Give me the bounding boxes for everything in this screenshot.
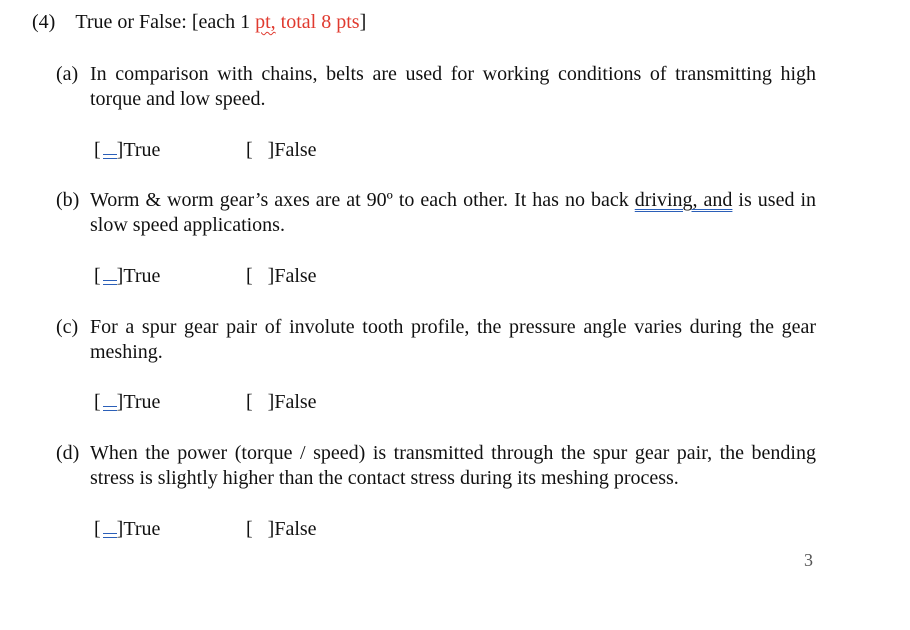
checkbox-true-marked[interactable]: [ ] — [94, 265, 124, 287]
question-text: In comparison with chains, belts are used for working conditions of transmitting high torque and low speed. — [90, 63, 816, 110]
heading-prefix: True or False: [each 1 — [75, 11, 256, 33]
option-false-label: False — [274, 265, 317, 287]
option-false[interactable] — [246, 390, 317, 414]
checkbox-false[interactable]: [ ] — [246, 265, 275, 287]
checkbox-false[interactable]: [ ] — [246, 391, 275, 413]
question-c — [56, 315, 816, 365]
question-label: (c) — [56, 316, 79, 338]
option-false[interactable] — [246, 517, 317, 541]
heading-red-text: total 8 pts — [275, 11, 360, 33]
option-false-label: False — [274, 391, 317, 413]
question-label: (b) — [56, 189, 80, 211]
question-text-underlined: driving, and — [634, 189, 733, 211]
option-false[interactable] — [246, 264, 317, 288]
question-d — [56, 441, 816, 491]
question-label: (a) — [56, 63, 79, 85]
heading-squiggle-text: pt, — [255, 11, 276, 33]
checkbox-true-marked[interactable]: [ ] — [94, 139, 124, 161]
question-b — [56, 188, 816, 238]
option-true[interactable] — [94, 390, 160, 414]
checkbox-true-marked[interactable]: [ ] — [94, 518, 124, 540]
option-true-label: True — [123, 518, 161, 540]
checkbox-true-marked[interactable]: [ ] — [94, 391, 124, 413]
question-a — [56, 62, 816, 112]
option-false-label: False — [274, 518, 317, 540]
option-false[interactable] — [246, 138, 317, 162]
option-true[interactable] — [94, 517, 160, 541]
question-text: For a spur gear pair of involute tooth profile, the pressure angle varies during the gear meshing. — [90, 316, 816, 363]
option-true[interactable] — [94, 264, 160, 288]
question-label: (d) — [56, 442, 80, 464]
question-text-after: is used in slow speed applications. — [90, 189, 817, 236]
checkbox-false[interactable]: [ ] — [246, 139, 275, 161]
option-true-label: True — [123, 265, 161, 287]
option-true[interactable] — [94, 138, 160, 162]
question-text-before: Worm & worm gear’s axes are at 90º to each other. It has no back — [90, 189, 635, 211]
page-number: 3 — [804, 550, 813, 570]
checkbox-false[interactable]: [ ] — [246, 518, 275, 540]
heading-suffix: ] — [359, 11, 367, 33]
question-text — [90, 188, 816, 238]
question-text: When the power (torque / speed) is transmitted through the spur gear pair, the bending stress is slightly higher than the contact stress during its meshing process. — [90, 442, 816, 489]
option-false-label: False — [274, 139, 317, 161]
option-true-label: True — [123, 391, 161, 413]
option-true-label: True — [123, 139, 161, 161]
section-heading — [32, 10, 366, 34]
section-number: (4) — [32, 11, 56, 33]
